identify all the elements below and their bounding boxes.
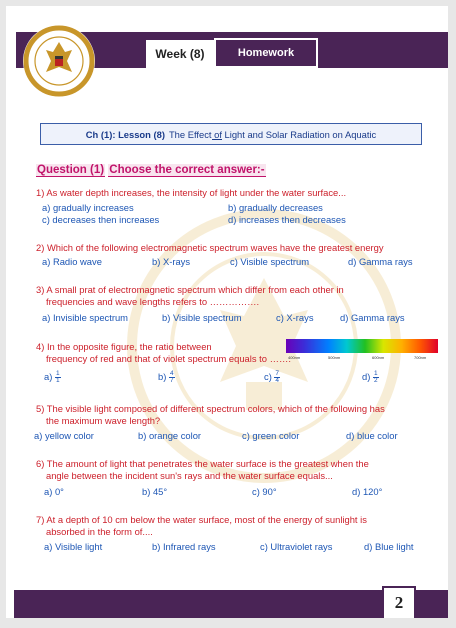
visible-spectrum-figure [286,339,438,353]
q4-option-c[interactable]: c) $\frac{7}{4}$ [264,370,280,385]
q2-option-c[interactable]: c) Visible spectrum [230,256,310,267]
q5-option-a[interactable]: a) yellow color [34,430,94,441]
q2-option-b[interactable]: b) X-rays [152,256,191,267]
q7-option-d[interactable]: d) Blue light [364,541,414,552]
q6-option-b[interactable]: b) 45° [142,486,168,497]
q4-option-d[interactable]: d) $\frac{1}{2}$ [362,370,378,385]
q4-option-b[interactable]: b) $\frac{4}{7}$ [158,370,174,385]
q5-option-c[interactable]: c) green color [242,430,300,441]
ministry-logo [22,24,96,98]
chapter-lesson-prefix: Ch (1): Lesson (8) [85,128,165,140]
question-number: Question (1) [37,164,105,176]
q3-option-c[interactable]: c) X-rays [276,312,314,323]
q7-option-a[interactable]: a) Visible light [44,541,103,552]
q5-option-b[interactable]: b) orange color [138,430,202,441]
q7-option-b[interactable]: b) Infrared rays [152,541,216,552]
fraction: $\frac{4}{7}$ [169,370,174,385]
question-3-stem: 3) A small prat of electromagnetic spectrum which differ from each other in frequencies and wave lengths refers to ……………. [36,284,344,307]
fraction: $\frac{7}{4}$ [275,370,280,385]
q3-option-a[interactable]: a) Invisible spectrum [42,312,128,323]
q3-option-d[interactable]: d) Gamma rays [340,312,405,323]
question-5-stem: 5) The visible light composed of different spectrum colors, which of the following has the maximum wave length? [36,403,385,426]
q6-option-a[interactable]: a) 0° [44,486,64,497]
page-number: 2 [382,586,416,618]
q3-option-b[interactable]: b) Visible spectrum [162,312,242,323]
question-heading [36,164,266,176]
q2-option-a[interactable]: a) Radio wave [42,256,102,267]
chapter-title-box [40,123,422,145]
homework-label: Homework [214,38,318,68]
fraction: $\frac{1}{2}$ [373,370,378,385]
q1-option-d[interactable]: d) increases then decreases [228,214,346,225]
question-2-stem: 2) Which of the following electromagnetic spectrum waves have the greatest energy [36,242,384,253]
title-underline-mark [212,139,222,140]
question-instruction: Choose the correct answer:- [109,164,265,176]
q1-option-b[interactable]: b) gradually decreases [228,202,323,213]
q6-option-d[interactable]: d) 120° [352,486,383,497]
week-label: Week (8) [146,40,214,68]
q1-option-c[interactable]: c) decreases then increases [42,214,160,225]
q5-option-d[interactable]: d) blue color [346,430,398,441]
q4-option-a[interactable]: a) $\frac{1}{1}$ [44,370,60,385]
fraction: $\frac{1}{1}$ [55,370,60,385]
q1-option-a[interactable]: a) gradually increases [42,202,134,213]
question-1-stem: 1) As water depth increases, the intensity of light under the water surface... [36,187,347,198]
chapter-title-text: The Effect of Light and Solar Radiation on Aquatic [168,128,377,140]
q6-option-c[interactable]: c) 90° [252,486,277,497]
q7-option-c[interactable]: c) Ultraviolet rays [260,541,333,552]
question-6-stem: 6) The amount of light that penetrates the water surface is the greatest when the angle between the incident sun's rays and the water surface equals... [36,458,369,481]
spectrum-wavelength-labels: 400nm 500nm 600nm 700nm [288,355,427,360]
question-7-stem: 7) At a depth of 10 cm below the water surface, most of the energy of sunlight is absorbed in the form of.... [36,514,367,537]
worksheet-page [6,6,448,618]
q2-option-d[interactable]: d) Gamma rays [348,256,413,267]
question-4-stem: 4) In the opposite figure, the ratio between frequency of red and that of violet spectrum equals to ……. [36,341,291,364]
